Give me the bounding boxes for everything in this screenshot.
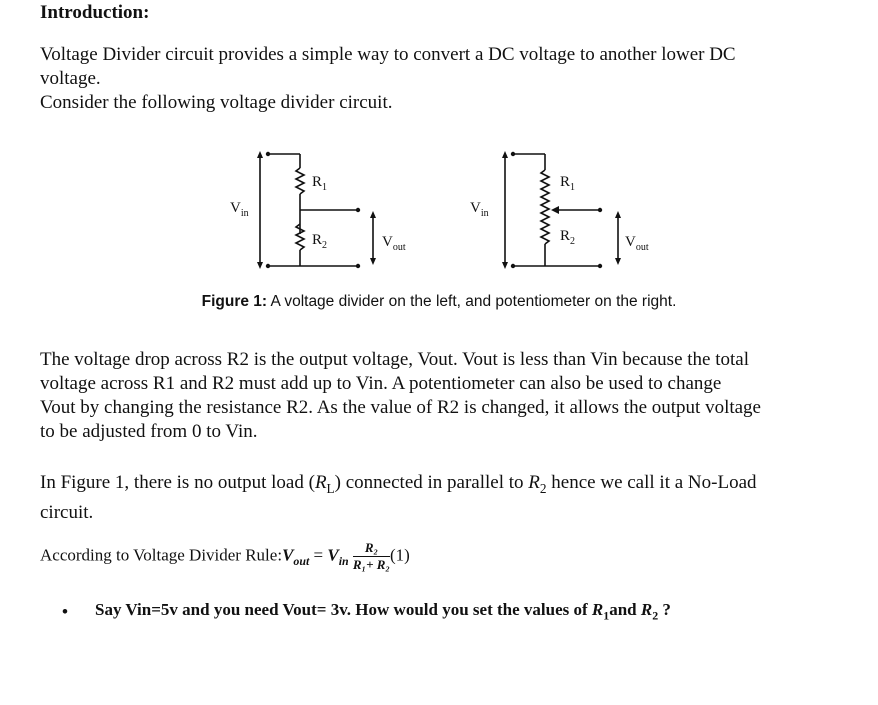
no-load-paragraph [40,471,855,525]
equation-number: (1) [389,545,410,565]
intro-line: Consider the following voltage divider circuit. [40,92,393,113]
wiper-arrow [551,206,559,214]
left-vin-label: $V_{in}$ [230,200,249,219]
right-vout-label: $V_{out}$ [625,234,649,253]
para-line: In Figure 1, there is no output load $(R_L)$ connected in parallel to $R_2$ hence we call it a No-Load [40,472,757,496]
voltage-divider-rule: According to Voltage Divider $Rule:V_{out} = V_{in}$ $\frac{\text{R₂}}{\text{R₁+ R₂}}$ (1) [40,540,410,572]
right-r2-label: $R_2$ [560,228,576,247]
left-vout-label: $V_{out}$ [382,234,406,253]
vout-terminal-bottom [356,264,360,268]
potentiometer-resistor [541,170,549,244]
potentiometer-circuit [502,151,621,269]
intro-paragraph [40,43,855,115]
rule-fraction: $\frac{\text{R₂}}{\text{R₁+ R₂}}$ [352,540,390,572]
figure-1-circuits [160,150,720,280]
vin-arrow-head-bottom [257,262,263,269]
right-r1-label: $R_1$ [560,174,576,193]
para-line: Vout by changing the resistance R2. As the value of R2 is changed, it allows the output voltage [40,397,761,418]
para-line: circuit. [40,501,94,523]
para-line: The voltage drop across R2 is the output voltage, Vout. Vout is less than Vin because the total [40,349,749,370]
explanation-paragraph [40,348,855,444]
question-text: Say Vin=5v and you need Vout= 3v. How would you set the values of $R_1and$ $R_2$ ? [95,600,671,623]
para-line: voltage across R1 and R2 must add up to Vin. A potentiometer can also be used to change [40,373,722,394]
right-vin-label: $V_{in}$ [470,200,489,219]
para-line: to be adjusted from 0 to Vin. [40,421,258,442]
vout-terminal-top [356,208,360,212]
left-r2-label: $R_2$ [312,232,328,251]
voltage-divider-circuit [257,151,376,269]
bullet-mark: • [62,602,68,621]
left-r1-label: $R_1$ [312,174,328,193]
resistor-r1 [296,168,304,194]
section-heading: Introduction: [40,2,150,23]
figure-caption: Figure 1: A voltage divider on the left, and potentiometer on the right. [201,293,677,310]
vin-arrow-head-top [257,151,263,158]
intro-line: voltage. [40,68,101,89]
intro-line: Voltage Divider circuit provides a simple way to convert a DC voltage to another lower DC [40,44,736,65]
bottom-terminal [266,264,270,268]
